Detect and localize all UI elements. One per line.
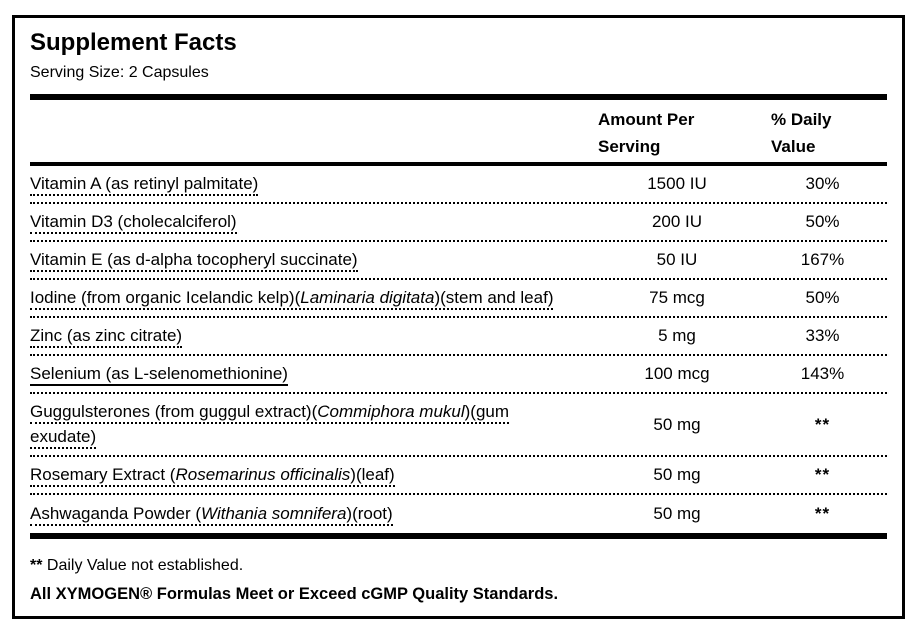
quality-statement: All XYMOGEN® Formulas Meet or Exceed cGMP Quality Standards. <box>30 585 559 603</box>
header-name-column <box>30 100 596 162</box>
percent-daily-value-header: % Daily Value <box>771 110 832 156</box>
header-dv-column <box>758 100 887 162</box>
table-row <box>30 242 887 280</box>
amount-value: 50 mg <box>653 465 701 484</box>
supplement-facts-label <box>12 15 905 619</box>
ingredient-name: Selenium (as L-selenomethionine) <box>30 356 596 392</box>
header-amount-column <box>596 100 758 162</box>
amount-value: 200 IU <box>651 212 703 231</box>
ingredient-name: Rosemary Extract (Rosemarinus officinalis)(leaf) <box>30 457 596 493</box>
amount-value: 1500 IU <box>647 174 707 193</box>
ingredient-name: Ashwaganda Powder (Withania somnifera)(root) <box>30 496 596 532</box>
ingredient-name: Vitamin E (as d-alpha tocopheryl succinate) <box>30 242 596 278</box>
table-row <box>30 280 887 318</box>
table-bottom-rule <box>30 533 887 539</box>
amount-value: 100 mcg <box>644 364 710 383</box>
ingredient-name: Guggulsterones (from guggul extract)(Commiphora mukul)(gum exudate) <box>30 394 596 455</box>
footnote-asterisks: ** <box>30 557 43 574</box>
daily-value: 33% <box>805 326 840 345</box>
amount-value: 75 mcg <box>649 288 705 307</box>
serving-size: Serving Size: 2 Capsules <box>30 64 209 81</box>
table-row <box>30 204 887 242</box>
ingredient-name: Vitamin A (as retinyl palmitate) <box>30 166 596 202</box>
daily-value: ** <box>814 465 831 484</box>
amount-per-serving-header: Amount Per Serving <box>598 110 695 156</box>
ingredient-name: Zinc (as zinc citrate) <box>30 318 596 354</box>
daily-value: 143% <box>800 364 845 383</box>
ingredient-name: Iodine (from organic Icelandic kelp)(Laminaria digitata)(stem and leaf) <box>30 280 596 316</box>
table-row <box>30 495 887 533</box>
table-row <box>30 318 887 356</box>
daily-value: 50% <box>805 212 840 231</box>
daily-value: 167% <box>800 250 845 269</box>
daily-value: 50% <box>805 288 840 307</box>
daily-value: ** <box>814 504 831 523</box>
table-header-row <box>30 100 887 162</box>
daily-value: 30% <box>805 174 840 193</box>
table-row <box>30 166 887 204</box>
daily-value: ** <box>814 414 831 434</box>
amount-value: 50 mg <box>653 504 701 523</box>
label-title: Supplement Facts <box>30 29 237 56</box>
footnote-daily-value <box>30 556 887 575</box>
amount-value: 50 IU <box>656 250 698 269</box>
table-row <box>30 457 887 495</box>
ingredient-name: Vitamin D3 (cholecalciferol) <box>30 204 596 240</box>
table-row <box>30 356 887 394</box>
footnote-text: Daily Value not established. <box>46 557 244 574</box>
amount-value: 5 mg <box>658 326 696 345</box>
facts-table-body <box>30 166 887 533</box>
table-row <box>30 394 887 457</box>
amount-value: 50 mg <box>653 414 701 434</box>
